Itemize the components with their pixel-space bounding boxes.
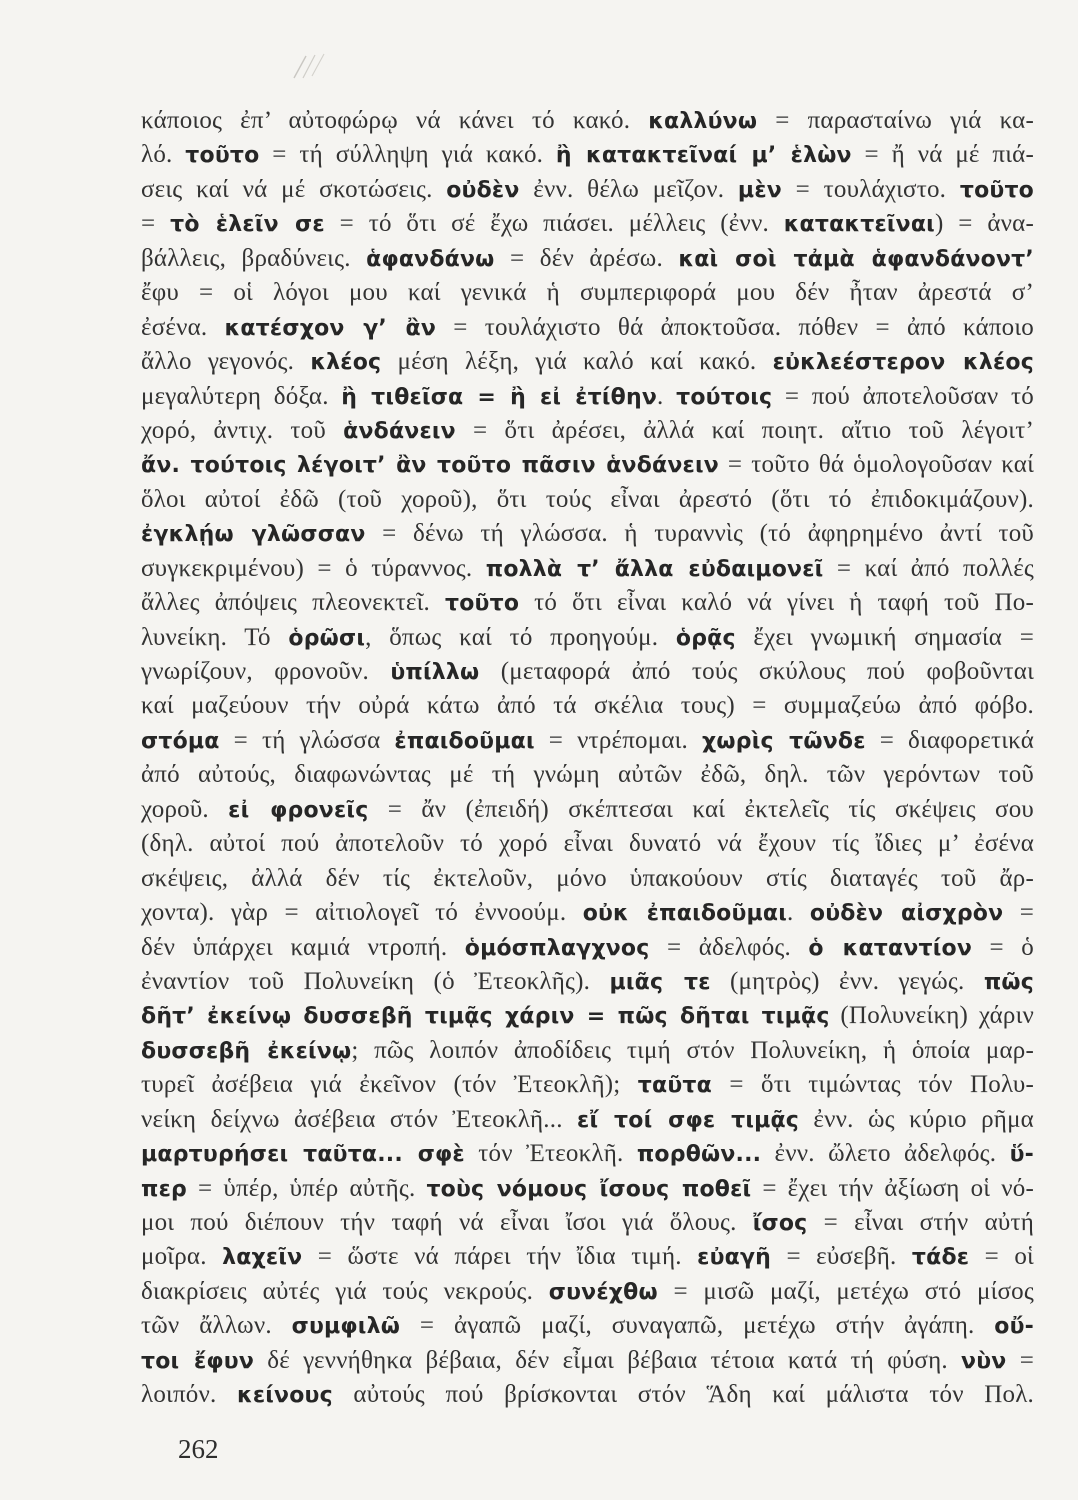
text-line bbox=[141, 655, 1034, 689]
text-line bbox=[141, 483, 1034, 517]
gloss-text: = τουλάχιστο θά ἀποκτοῦσα. πόθεν = ἀπό κάποιο bbox=[436, 313, 1034, 341]
gloss-text: τυρεῖ ἀσέβεια γιά ἐκεῖνον (τόν Ἐτεοκλῆ); bbox=[141, 1071, 638, 1099]
text-line-content bbox=[141, 1172, 1034, 1207]
text-line-content bbox=[141, 1378, 1034, 1413]
lemma-term: κατέσχον γ’ ἂν bbox=[224, 315, 437, 341]
text-line bbox=[141, 896, 1034, 930]
lemma-term: πῶς bbox=[983, 969, 1034, 995]
lemma-term: καὶ σοὶ τἀμὰ ἁφανδάνοντ’ bbox=[678, 246, 1034, 272]
lemma-term: λαχεῖν bbox=[222, 1245, 303, 1271]
text-line-content bbox=[141, 1240, 1034, 1275]
lemma-term: ἢ τιθεῖσα = ἢ εἰ ἐτίθην bbox=[341, 384, 658, 410]
lemma-term: οὐδὲν bbox=[446, 177, 520, 203]
lemma-term: ὁρᾷς bbox=[675, 625, 736, 651]
lemma-term: ἢ κατακτεῖναί μ’ ἑλὼν bbox=[555, 143, 852, 169]
text-line bbox=[141, 517, 1034, 551]
text-line-content bbox=[141, 1275, 1034, 1310]
gloss-text: βάλλεις, βραδύνεις. bbox=[141, 244, 367, 272]
lemma-term: εὐκλεέστερον κλέος bbox=[772, 350, 1034, 376]
text-line-content bbox=[141, 276, 1034, 310]
gloss-text: . bbox=[787, 899, 810, 927]
text-line bbox=[141, 1344, 1034, 1378]
gloss-text: μέση λέξη, γιά καλό καί κακό. bbox=[381, 348, 773, 376]
text-line-content bbox=[141, 1344, 1034, 1379]
gloss-text: τό ὅτι εἶναι καλό νά γίνει ἡ ταφή τοῦ Πο- bbox=[519, 589, 1034, 617]
lemma-term: τοῦτο bbox=[185, 143, 260, 169]
text-line-content bbox=[141, 517, 1034, 552]
lemma-term: νὺν bbox=[961, 1348, 1007, 1374]
gloss-text: ; πῶς λοιπόν ἀποδίδεις τιμή στόν Πολυνείκη, ἡ ὁποία μαρ- bbox=[351, 1036, 1034, 1064]
lemma-term: εἰ φρονεῖς bbox=[228, 797, 369, 823]
gloss-text: = μισῶ μαζί, μετέχω στό μίσος bbox=[657, 1277, 1034, 1305]
gloss-text: , ὅπως καί τό προηγούμ. bbox=[365, 623, 676, 651]
gloss-text: = ὅτι τιμώντας τόν Πολυ- bbox=[711, 1071, 1034, 1099]
lemma-term: τούτοις bbox=[676, 384, 773, 410]
gloss-text: ἐνν. ὡς κύριο ρῆμα bbox=[799, 1105, 1034, 1133]
gloss-text: ἄλλες ἀπόψεις πλεονεκτεῖ. bbox=[141, 589, 445, 617]
text-line bbox=[141, 999, 1034, 1033]
lemma-term: ἄν. τούτοις λέγοιτ’ ἂν τοῦτο πᾶσιν ἁνδάνειν bbox=[141, 453, 719, 479]
text-line bbox=[141, 965, 1034, 999]
text-line-content bbox=[141, 380, 1034, 415]
text-line bbox=[141, 104, 1034, 138]
text-line-content bbox=[141, 1034, 1034, 1069]
gloss-text: καί μαζεύουν τήν οὐρά κάτω ἀπό τά σκέλια τους) = συμμαζεύω ἀπό φόβο. bbox=[141, 692, 1034, 720]
gloss-text: χορό, ἀντιχ. τοῦ bbox=[141, 416, 344, 444]
text-line-content bbox=[141, 621, 1034, 656]
lemma-term: οὐκ ἐπαιδοῦμαι bbox=[582, 901, 788, 927]
text-line bbox=[141, 621, 1034, 655]
gloss-text: = ὁ bbox=[972, 933, 1034, 961]
gloss-text: = παρασταίνω γιά κα- bbox=[757, 107, 1034, 134]
gloss-text: = bbox=[141, 210, 171, 238]
text-line bbox=[141, 862, 1034, 896]
gloss-text: μοι πού διέπουν τήν ταφή νά εἶναι ἴσοι γιά ὅλους. bbox=[141, 1209, 753, 1236]
gloss-text: χοντα). γὰρ = αἰτιολογεῖ τό ἐννοούμ. bbox=[141, 899, 583, 927]
text-line bbox=[141, 1137, 1034, 1171]
gloss-text: ) = ἀνα- bbox=[934, 210, 1034, 238]
lemma-term: συνέχθω bbox=[548, 1279, 658, 1305]
text-line bbox=[141, 827, 1034, 861]
text-line bbox=[141, 1275, 1034, 1309]
lemma-term: οὐδὲν αἰσχρὸν bbox=[809, 901, 1004, 927]
gloss-text: ἄλλο γεγονός. bbox=[141, 348, 311, 376]
lemma-term: τοῦτο bbox=[959, 177, 1034, 203]
gloss-text: τῶν ἄλλων. bbox=[141, 1312, 292, 1340]
text-line-content bbox=[141, 483, 1034, 517]
lemma-term: πολλὰ τ’ ἄλλα εὐδαιμονεῖ bbox=[485, 556, 824, 582]
gloss-text: ἐσένα. bbox=[141, 313, 225, 341]
gloss-text: = τό ὅτι σέ ἔχω πιάσει. μέλλεις (ἐνν. bbox=[324, 210, 784, 238]
text-line bbox=[141, 380, 1034, 414]
text-line-content bbox=[141, 896, 1034, 931]
gloss-text: (μητρὸς) ἐνν. γεγώς. bbox=[710, 967, 984, 995]
gloss-text: κάποιος ἐπ’ αὐτοφώρῳ νά κάνει τό κακό. bbox=[141, 107, 649, 134]
text-line-content bbox=[141, 207, 1034, 242]
text-line-content bbox=[141, 1309, 1034, 1344]
lemma-term: τάδε bbox=[911, 1245, 970, 1271]
text-line bbox=[141, 1206, 1034, 1240]
gloss-text: = bbox=[1006, 1346, 1034, 1374]
lemma-term: μὲν bbox=[737, 177, 782, 203]
text-line-content bbox=[141, 655, 1034, 690]
gloss-text: = bbox=[1003, 899, 1034, 927]
lemma-term: ἐγκλῄω γλῶσσαν bbox=[141, 522, 366, 548]
text-line bbox=[141, 448, 1034, 482]
text-line bbox=[141, 1034, 1034, 1068]
text-line bbox=[141, 207, 1034, 241]
text-line bbox=[141, 242, 1034, 276]
gloss-text: = δένω τή γλώσσα. ἡ τυραννὶς (τό ἀφηρημένο ἀντί τοῦ bbox=[365, 520, 1034, 548]
lemma-term: ἁνδάνειν bbox=[343, 418, 456, 444]
lemma-term: ὁμόσπλαγχνος bbox=[464, 935, 650, 961]
lemma-term: ὁ καταντίον bbox=[808, 935, 973, 961]
gloss-text: δέ γεννήθηκα βέβαια, δέν εἶμαι βέβαια τέτοια κατά τή φύση. bbox=[254, 1346, 962, 1374]
text-line bbox=[141, 689, 1034, 723]
gloss-text: σκέψεις, ἀλλά δέν τίς ἐκτελοῦν, μόνο ὑπακούουν στίς διαταγές τοῦ ἄρ- bbox=[141, 864, 1034, 892]
gloss-text: μεγαλύτερη δόξα. bbox=[141, 382, 342, 410]
text-line bbox=[141, 414, 1034, 448]
gloss-text: = ὥστε νά πάρει τήν ἴδια τιμή. bbox=[302, 1243, 698, 1271]
text-line-content bbox=[141, 552, 1034, 587]
gloss-text: ἔχει γνωμική σημασία = bbox=[735, 623, 1034, 651]
lemma-term: καλλύνω bbox=[648, 109, 758, 134]
lemma-term: εὐαγῆ bbox=[697, 1245, 772, 1271]
text-line-content bbox=[141, 793, 1034, 828]
text-line bbox=[141, 345, 1034, 379]
text-line bbox=[141, 1240, 1034, 1274]
gloss-text: λυνείκη. Τό bbox=[141, 623, 289, 651]
gloss-text: = ἀγαπῶ μαζί, συναγαπῶ, μετέχω στήν ἀγάπη. bbox=[400, 1312, 995, 1340]
gloss-text: = τή σύλληψη γιά κακό. bbox=[259, 141, 556, 169]
text-line bbox=[141, 173, 1034, 207]
text-line bbox=[141, 276, 1034, 310]
gloss-text: = ὑπέρ, ὑπέρ αὐτῆς. bbox=[187, 1174, 427, 1202]
gloss-text: νείκη δείχνω ἀσέβεια στόν Ἐτεοκλῆ... bbox=[141, 1105, 578, 1133]
lemma-term: ἴσος bbox=[752, 1211, 808, 1236]
text-line-content bbox=[141, 1206, 1034, 1241]
gloss-text: ἐνν. ὤλετο ἀδελφός. bbox=[761, 1140, 1010, 1168]
gloss-text: = ἀδελφός. bbox=[649, 933, 809, 961]
text-line-content bbox=[141, 999, 1034, 1034]
text-line bbox=[141, 138, 1034, 172]
lemma-term: κατακτεῖναι bbox=[783, 212, 935, 238]
lemma-term: ἁφανδάνω bbox=[366, 246, 495, 272]
lemma-term: στόμα bbox=[141, 728, 220, 754]
gloss-text: = τοῦτο θά ὁμολογοῦσαν καί bbox=[718, 451, 1034, 479]
gloss-text: = ἄν (ἐπειδή) σκέπτεσαι καί ἐκτελεῖς τίς σκέψεις σου bbox=[368, 795, 1034, 823]
gloss-text: σεις καί νά μέ σκοτώσεις. bbox=[141, 175, 447, 203]
gloss-text: . bbox=[657, 382, 677, 410]
gloss-text: (μεταφορά ἀπό τούς σκύλους πού φοβοῦνται bbox=[479, 658, 1034, 685]
text-line-content bbox=[141, 1068, 1034, 1103]
text-line bbox=[141, 1103, 1034, 1137]
text-line-content bbox=[141, 862, 1034, 896]
gloss-text: λό. bbox=[141, 141, 186, 169]
page-number: 262 bbox=[178, 1434, 219, 1464]
lemma-term: χωρὶς τῶνδε bbox=[702, 728, 866, 754]
text-line-content bbox=[141, 242, 1034, 277]
gloss-text: = διαφορετικά bbox=[865, 726, 1034, 754]
text-line-content bbox=[141, 724, 1034, 759]
gloss-text: γνωρίζουν, φρονοῦν. bbox=[141, 658, 391, 685]
lemma-term: ὁρῶσι bbox=[288, 625, 366, 651]
text-line-content bbox=[141, 414, 1034, 449]
lemma-term: ὑπίλλω bbox=[390, 660, 480, 685]
lemma-term: τοι ἔφυν bbox=[141, 1348, 255, 1374]
gloss-text: ἐναντίον τοῦ Πολυνείκη (ὁ Ἐτεοκλῆς). bbox=[141, 967, 610, 995]
text-line-content bbox=[141, 1103, 1034, 1138]
lemma-term: περ bbox=[141, 1176, 187, 1202]
text-line bbox=[141, 724, 1034, 758]
gloss-text: = ντρέπομαι. bbox=[534, 726, 703, 754]
pencil-mark bbox=[290, 50, 334, 82]
gloss-text: αὐτούς πού βρίσκονται στόν Ἅδη καί μάλιστα τόν Πολ. bbox=[332, 1381, 1034, 1409]
lemma-term: πορθῶν... bbox=[636, 1142, 762, 1168]
gloss-text: διακρίσεις αὐτές γιά τούς νεκρούς. bbox=[141, 1277, 549, 1305]
gloss-text: = εἶναι στήν αὐτή bbox=[807, 1209, 1034, 1236]
lemma-term: ταῦτα bbox=[637, 1073, 712, 1099]
lemma-term: τοὺς νόμους ἴσους ποθεῖ bbox=[426, 1176, 752, 1202]
gloss-text: = εὐσεβῆ. bbox=[771, 1243, 912, 1271]
gloss-text: = ὅτι ἀρέσει, ἀλλά καί ποιητ. αἴτιο τοῦ λέγοιτ’ bbox=[455, 416, 1034, 444]
lemma-term: κλέος bbox=[310, 350, 382, 376]
text-line bbox=[141, 793, 1034, 827]
text-line bbox=[141, 1309, 1034, 1343]
gloss-text: δέν ὑπάρχει καμιά ντροπή. bbox=[141, 933, 465, 961]
lemma-term: τοῦτο bbox=[444, 591, 520, 617]
text-line-content bbox=[141, 1137, 1034, 1172]
text-line-content bbox=[141, 104, 1034, 139]
lemma-term: ὕ- bbox=[1009, 1142, 1034, 1168]
text-line-content bbox=[141, 311, 1034, 346]
text-line-content bbox=[141, 345, 1034, 380]
text-line-content bbox=[141, 138, 1034, 173]
text-line bbox=[141, 1378, 1034, 1412]
lemma-term: συμφιλῶ bbox=[291, 1314, 401, 1340]
gloss-text: ἐνν. θέλω μεῖζον. bbox=[519, 175, 738, 203]
lemma-term: μιᾶς τε bbox=[609, 969, 711, 995]
gloss-text: = τουλάχιστο. bbox=[781, 175, 960, 203]
text-line-content bbox=[141, 931, 1034, 966]
lemma-term: ἐπαιδοῦμαι bbox=[394, 728, 535, 754]
lemma-term: εἴ τοί σφε τιμᾷς bbox=[577, 1107, 800, 1133]
commentary-text bbox=[141, 104, 1034, 1413]
text-line-content bbox=[141, 965, 1034, 1000]
gloss-text: (Πολυνείκη) χάριν bbox=[829, 1002, 1034, 1030]
text-line-content bbox=[141, 689, 1034, 723]
gloss-text: = καί ἀπό πολλές bbox=[823, 554, 1034, 582]
lemma-term: μαρτυρήσει ταῦτα... σφὲ bbox=[141, 1142, 465, 1168]
gloss-text: = ἔχει τήν ἀξίωση οἱ νό- bbox=[751, 1174, 1034, 1202]
gloss-text: = ἤ νά μέ πιά- bbox=[851, 141, 1034, 169]
text-line bbox=[141, 1172, 1034, 1206]
text-line bbox=[141, 552, 1034, 586]
text-line bbox=[141, 758, 1034, 792]
gloss-text: = δέν ἀρέσω. bbox=[494, 244, 679, 272]
gloss-text: (δηλ. αὐτοί πού ἀποτελοῦν τό χορό εἶναι δυνατό νά ἔχουν τίς ἴδιες μ’ ἐσένα bbox=[141, 830, 1034, 858]
gloss-text: ἀπό αὐτούς, διαφωνώντας μέ τή γνώμη αὐτῶν ἐδῶ, δηλ. τῶν γερόντων τοῦ bbox=[141, 761, 1034, 789]
lemma-term: δῆτ’ ἐκείνῳ δυσσεβῆ τιμᾷς χάριν = πῶς δῆται τιμᾷς bbox=[141, 1004, 830, 1030]
text-line-content bbox=[141, 448, 1034, 483]
lemma-term: οὔ- bbox=[994, 1314, 1034, 1340]
lemma-term: δυσσεβῆ ἐκείνῳ bbox=[141, 1038, 352, 1064]
gloss-text: = οἱ bbox=[969, 1243, 1034, 1271]
text-line-content bbox=[141, 758, 1034, 792]
text-line bbox=[141, 586, 1034, 620]
gloss-text: χοροῦ. bbox=[141, 795, 229, 823]
text-line-content bbox=[141, 827, 1034, 861]
gloss-text: μοῖρα. bbox=[141, 1243, 223, 1271]
gloss-text: συγκεκριμένου) = ὁ τύραννος. bbox=[141, 554, 486, 582]
gloss-text: = τή γλώσσα bbox=[219, 726, 395, 754]
gloss-text: ὅλοι αὐτοί ἐδῶ (τοῦ χοροῦ), ὅτι τούς εἶναι ἀρεστό (ὅτι τό ἐπιδοκιμάζουν). bbox=[141, 485, 1034, 513]
gloss-text: τόν Ἐτεοκλῆ. bbox=[464, 1140, 637, 1168]
text-line bbox=[141, 311, 1034, 345]
text-line bbox=[141, 1068, 1034, 1102]
text-line-content bbox=[141, 586, 1034, 621]
gloss-text: = πού ἀποτελοῦσαν τό bbox=[772, 382, 1034, 410]
text-line-content bbox=[141, 173, 1034, 208]
gloss-text: ἔφυ = οἱ λόγοι μου καί γενικά ἡ συμπεριφορά μου δέν ἦταν ἀρεστά σ’ bbox=[141, 279, 1034, 307]
text-line bbox=[141, 931, 1034, 965]
gloss-text: λοιπόν. bbox=[141, 1381, 237, 1409]
lemma-term: κείνους bbox=[236, 1383, 333, 1409]
lemma-term: τὸ ἑλεῖν σε bbox=[170, 212, 325, 238]
